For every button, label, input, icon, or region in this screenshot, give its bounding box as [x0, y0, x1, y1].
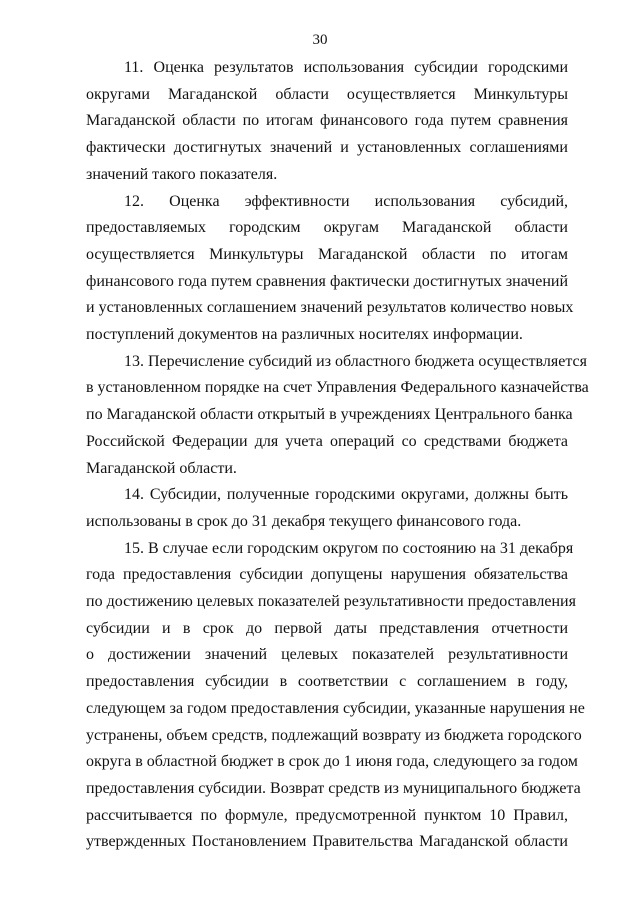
- text-line: предоставления субсидии в соответствии с соглашением в году,: [86, 673, 568, 691]
- text-line: осуществляется Минкультуры Магаданской области по итогам: [86, 245, 568, 263]
- text-line: следующем за годом предоставления субсидии, указанные нарушения не: [86, 699, 585, 717]
- text-line: предоставляемых городским округам Магаданской области: [86, 219, 568, 237]
- text-line: и установленных соглашением значений результатов количество новых: [86, 299, 574, 317]
- text-line: года предоставления субсидии допущены нарушения обязательства: [86, 566, 568, 584]
- page-number: 30: [312, 32, 328, 48]
- text-line: Магаданской области по итогам финансового года путем сравнения: [86, 112, 568, 130]
- text-line: 15. В случае если городским округом по состоянию на 31 декабря: [124, 539, 574, 557]
- text-line: о достижении значений целевых показателей результативности: [86, 646, 568, 664]
- text-line: финансового года путем сравнения фактически достигнутых значений: [86, 272, 568, 290]
- text-line: рассчитывается по формуле, предусмотренной пунктом 10 Правил,: [86, 806, 568, 824]
- text-line: субсидии и в срок до первой даты представления отчетности: [86, 619, 568, 637]
- text-line: использованы в срок до 31 декабря текущего финансового года.: [86, 512, 522, 530]
- text-line: 11. Оценка результатов использования субсидии городскими: [124, 59, 568, 76]
- text-line: по Магаданской области открытый в учреждениях Центрального банка: [86, 406, 573, 424]
- text-line: фактически достигнутых значений и установленных соглашениями: [86, 139, 568, 157]
- text-line: 14. Субсидии, полученные городскими округами, должны быть: [124, 486, 568, 504]
- text-line: Магаданской области.: [86, 459, 237, 477]
- text-line: предоставления субсидии. Возврат средств из муниципального бюджета: [86, 779, 581, 797]
- text-line: устранены, объем средств, подлежащий возврату из бюджета городского: [86, 726, 582, 744]
- text-line: округа в областной бюджет в срок до 1 июня года, следующего за годом: [86, 753, 578, 771]
- text-line: Российской Федерации для учета операций со средствами бюджета: [86, 432, 568, 450]
- text-line: значений такого показателя.: [86, 165, 278, 183]
- text-line: поступлений документов на различных носителях информации.: [86, 326, 523, 343]
- text-line: 12. Оценка эффективности использования субсидий,: [124, 192, 568, 210]
- text-line: в установленном порядке на счет Управления Федерального казначейства: [86, 379, 589, 397]
- text-line: по достижению целевых показателей результативности предоставления: [86, 593, 576, 610]
- text-line: округами Магаданской области осуществляется Минкультуры: [86, 85, 568, 103]
- text-line: 13. Перечисление субсидий из областного бюджета осуществляется: [124, 352, 587, 370]
- text-line: утвержденных Постановлением Правительства Магаданской области: [86, 833, 568, 851]
